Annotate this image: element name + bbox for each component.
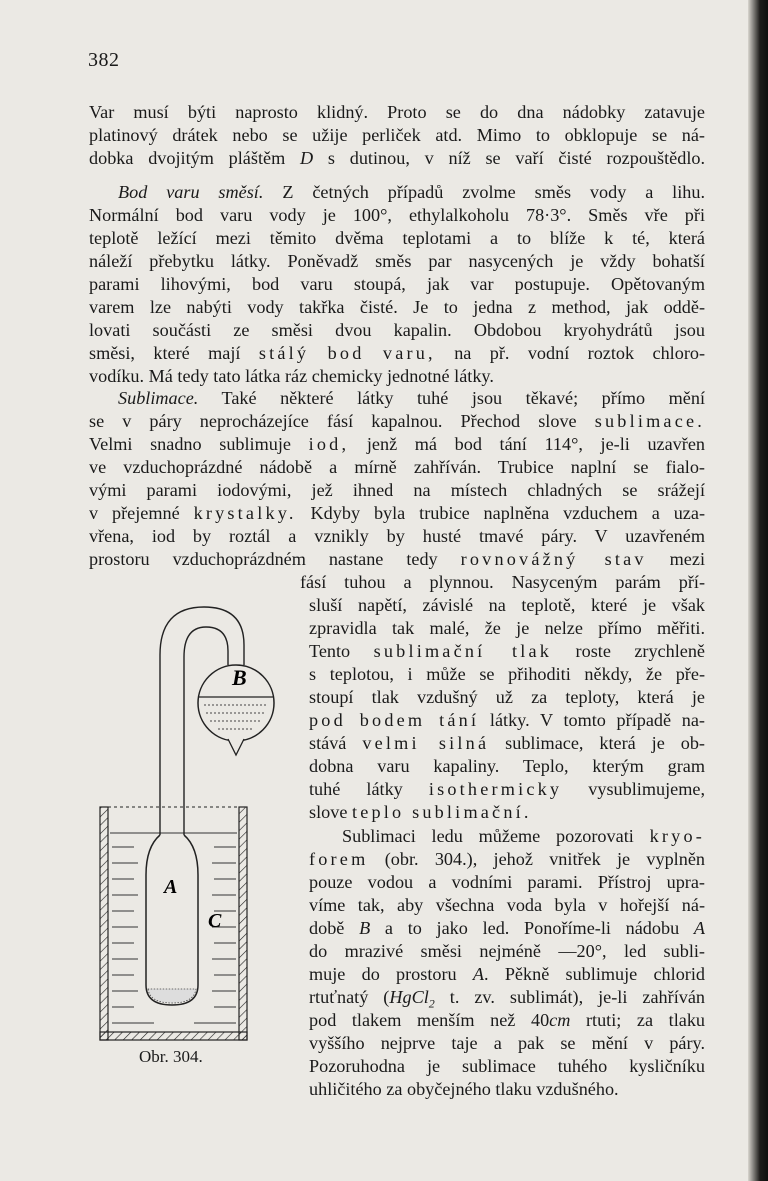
- text-line: uhličitého za obyčejného tlaku vzdušného.: [309, 1079, 619, 1099]
- text-line: pod tlakem menším než 40cm rtuti; za tlaku: [309, 1010, 706, 1030]
- text-line: Pozoruhodna je sublimace tuhého kysličníku: [309, 1056, 705, 1076]
- label-b: B: [232, 665, 247, 690]
- text-line: rtuťnatý (HgCl$_2$ t. zv. sublimát), je-li zahříván: [309, 987, 706, 1011]
- text-line: směsi, které mají stálý bod varu, na př. vodní roztok chloro-: [89, 343, 706, 363]
- text-line: Normální bod varu vody je 100°, ethylalkoholu 78·3°. Směs vře při: [89, 205, 705, 225]
- bulb-a: [146, 835, 198, 1005]
- text-line: stoupí tlak vzdušný už za teploty, která je: [309, 687, 705, 707]
- text-line: dobna varu kapaliny. Teplo, kterým gram: [309, 756, 705, 776]
- label-a: A: [164, 876, 178, 898]
- text-line: sluší napětí, závislé na teplotě, které je však: [309, 595, 705, 615]
- text-line: muje do prostoru A. Pěkně sublimuje chlorid: [309, 964, 705, 984]
- text-line: Sublimace. Také některé látky tuhé jsou těkavé; přímo mění: [118, 388, 705, 408]
- section-heading: Sublimace.: [118, 388, 199, 408]
- text-line: slove teplo sublimační.: [309, 802, 532, 822]
- text-line: prostoru vzduchoprázdném nastane tedy rovnovážný stav mezi: [89, 549, 706, 569]
- text-line: Sublimaci ledu můžeme pozorovati kryo-: [342, 826, 706, 846]
- text-line: vodíku. Má tedy tato látka ráz chemicky jednotné látky.: [89, 366, 494, 386]
- text-line: vyššího nejprve taje a pak se mění v páry.: [309, 1033, 705, 1053]
- text-line: víme tak, aby všechna voda byla v hořejší ná-: [309, 895, 705, 915]
- text-line: parami lihovými, bod varu stoupá, jak var postupuje. Opětovaným: [89, 274, 705, 294]
- text-line: stává velmi silná sublimace, která je ob-: [309, 733, 705, 753]
- page-number: 382: [88, 49, 120, 71]
- text-line: zpravidla tak malé, že je nelze přímo měřiti.: [309, 618, 705, 638]
- text-line: v přejemné krystalky. Kdyby byla trubice naplněna vzduchem a uza-: [89, 503, 705, 523]
- text-line: vými parami iodovými, jež ihned na místech chladných se srážejí: [89, 480, 705, 500]
- text-line: forem (obr. 304.), jehož vnitřek je vyplněn: [309, 849, 705, 869]
- text-line: ve vzduchoprázdné nádobě a mírně zahříván. Trubice naplní se fialo-: [89, 457, 705, 477]
- text-line: se v páry neprocházejíce fásí kapalnou. Přechod slove sublimace.: [89, 411, 705, 431]
- text-line: tuhé látky isothermicky vysublimujeme,: [309, 779, 705, 799]
- text-line: do mrazivé směsi nejméně —20°, led subli-: [309, 941, 705, 961]
- text-line: platinový drátek nebo se užije perliček atd. Mimo to obklopuje se ná-: [89, 125, 705, 145]
- figure-caption: Obr. 304.: [139, 1047, 203, 1066]
- text-line: s teplotou, i může se přihoditi někdy, že pře-: [309, 664, 705, 684]
- text-line: pod bodem tání látky. V tomto případě na-: [309, 710, 705, 730]
- cryophorus-figure: [94, 585, 294, 1045]
- text-line: teplotě ležící mezi těmito dvěma teplotami a to blíže k té, která: [89, 228, 705, 248]
- text-line: lovati součásti ze směsi dvou kapalin. Obdobou kryohydrátů jsou: [89, 320, 705, 340]
- text-line: Var musí býti naprosto klidný. Proto se do dna nádobky zatavuje: [89, 102, 705, 122]
- text-line: dobka dvojitým pláštěm D s dutinou, v níž se vaří čisté rozpouštědlo.: [89, 148, 706, 168]
- text-line: době B a to jako led. Ponoříme-li nádobu A: [309, 918, 706, 938]
- text-line: pouze vodou a vodními parami. Přístroj upra-: [309, 872, 705, 892]
- label-c: C: [208, 910, 222, 932]
- text-line: Bod varu směsí. Z četných případů zvolme směs vody a lihu.: [118, 182, 706, 202]
- bulb-b: [198, 665, 274, 755]
- text-line: Velmi snadno sublimuje iod, jenž má bod tání 114°, je-li uzavřen: [89, 434, 705, 454]
- text-line: varem lze nabýti vody takřka čisté. Je to jedna z method, jak oddě-: [89, 297, 705, 317]
- text-line: náleží přebytku látky. Poněvadž směs par nasycených je vždy bohatší: [89, 251, 705, 271]
- section-heading: Bod varu směsí.: [118, 182, 264, 202]
- page-edge-shadow: [748, 0, 768, 1181]
- text-line: fásí tuhou a plynnou. Nasyceným parám pří-: [300, 572, 705, 592]
- text-line: vřena, iod by roztál a vznikly by husté tmavé páry. V uzavřeném: [89, 526, 705, 546]
- text-line: Tento sublimační tlak roste zrychleně: [309, 641, 706, 661]
